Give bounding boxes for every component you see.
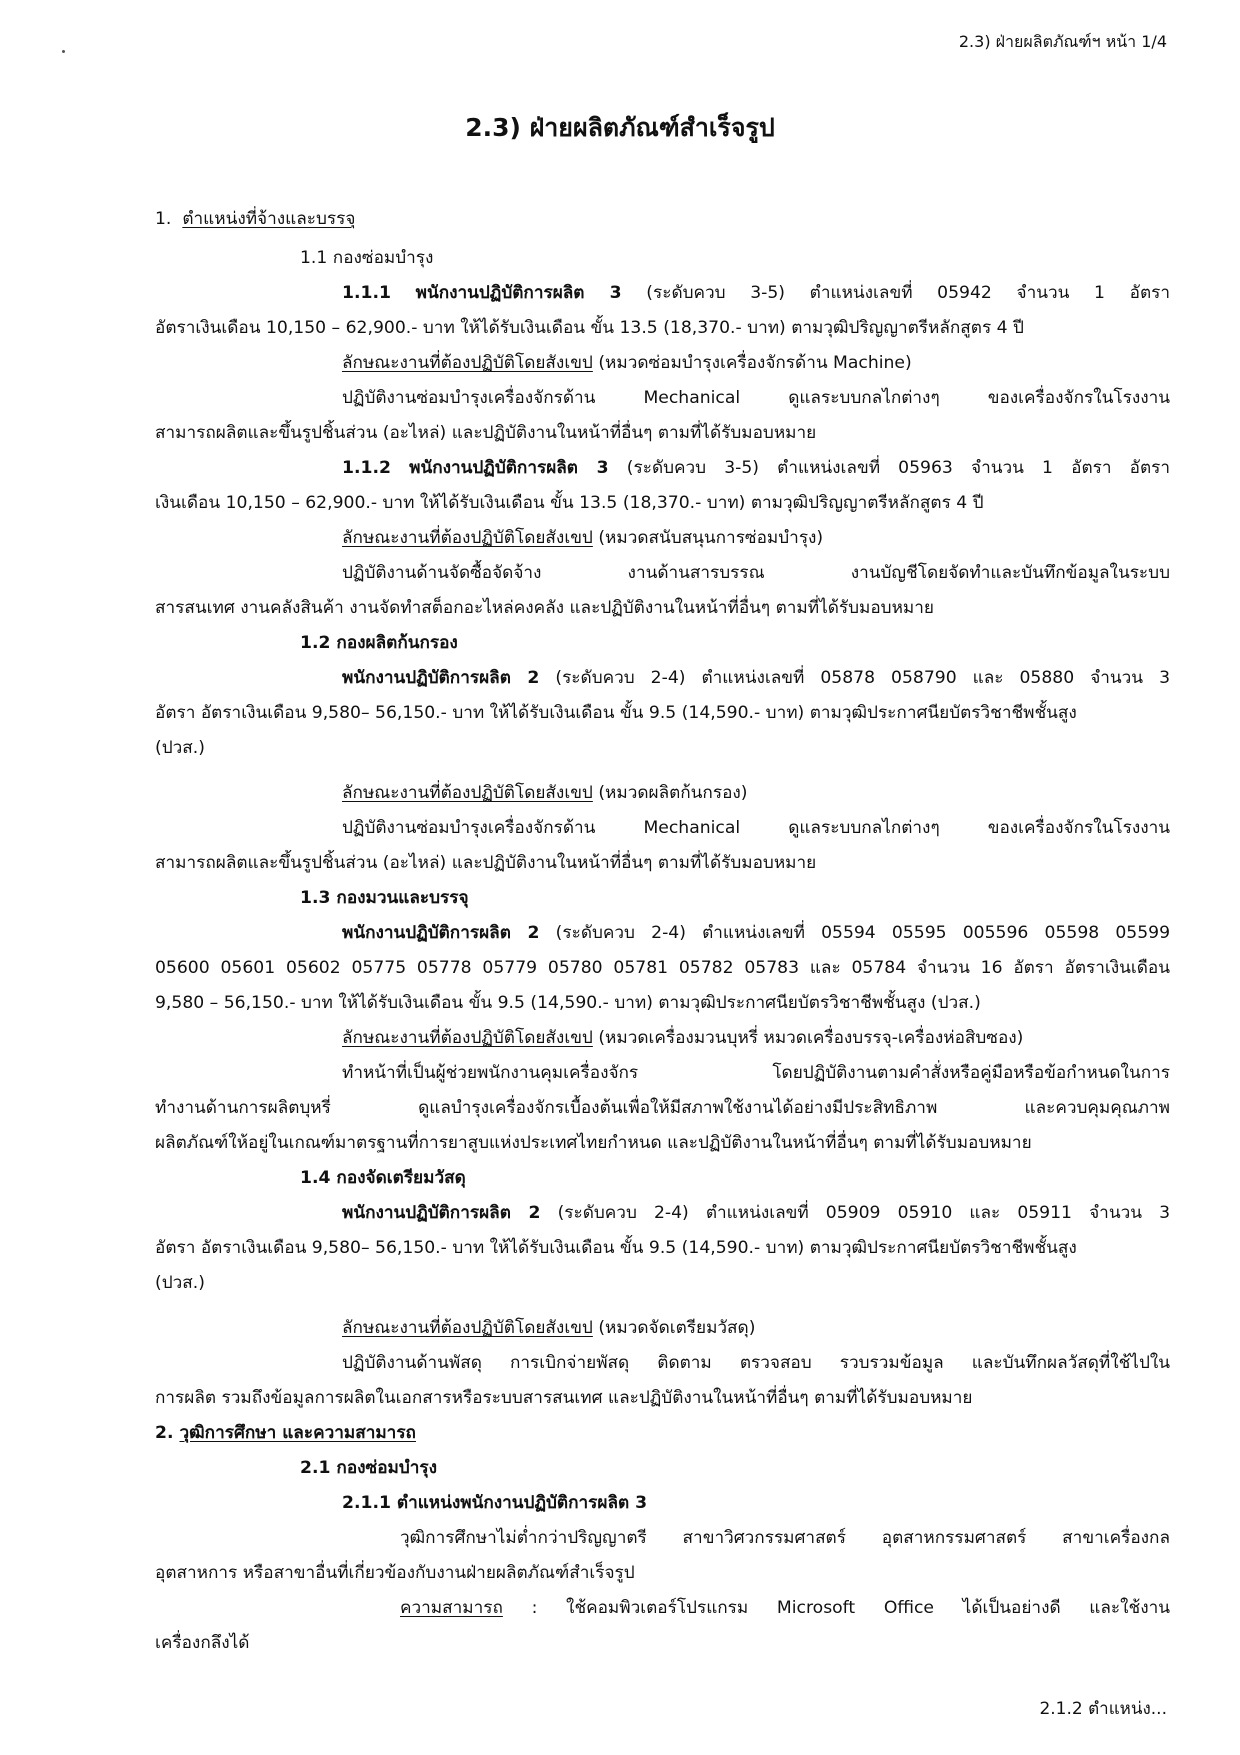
subsection-2-1-heading: 2.1 กองซ่อมบำรุง — [300, 1458, 438, 1478]
subsection-1-3-heading: 1.3 กองมวนและบรรจุ — [300, 888, 469, 908]
education-line1: วุฒิการศึกษาไม่ต่ำกว่าปริญญาตรี สาขาวิศวกรรมศาสตร์ อุตสาหกรรมศาสตร์ สาขาเครื่องกล — [400, 1528, 1170, 1548]
duty-label: ลักษณะงานที่ต้องปฏิบัติโดยสังเขป — [342, 1028, 593, 1048]
position-title: พนักงานปฏิบัติการผลิต 2 — [342, 923, 540, 943]
section-1-title: ตำแหน่งที่จ้างและบรรจุ — [182, 209, 356, 229]
subsection-2-1-1-heading: 2.1.1 ตำแหน่งพนักงานปฏิบัติการผลิต 3 — [342, 1493, 648, 1513]
position-title: พนักงานปฏิบัติการผลิต 2 — [342, 668, 540, 688]
section-2-heading: 2. วุฒิการศึกษา และความสามารถ — [155, 1423, 416, 1443]
desc-1-1-1-line2: สามารถผลิตและขึ้นรูปชิ้นส่วน (อะไหล่) และปฏิบัติงานในหน้าที่อื่นๆ ตามที่ได้รับมอบหมาย — [155, 423, 817, 443]
duty-1-1-1: ลักษณะงานที่ต้องปฏิบัติโดยสังเขป (หมวดซ่อมบำรุงเครื่องจักรด้าน Machine) — [342, 353, 912, 373]
position-1-1-1-line2: อัตราเงินเดือน 10,150 – 62,900.- บาท ให้ได้รับเงินเดือน ขั้น 13.5 (18,370.- บาท) ตามวุฒิปริญญาตรีหลักสูตร 4 ปี — [155, 318, 1024, 338]
document-body — [155, 202, 1170, 1661]
position-1-2-line3: (ปวส.) — [155, 738, 205, 758]
subsection-1-1-heading: 1.1 กองซ่อมบำรุง — [300, 248, 434, 268]
continued-marker: 2.1.2 ตำแหน่ง... — [1039, 1699, 1167, 1719]
position-1-1-2-line1: 1.1.2 พนักงานปฏิบัติการผลิต 3 (ระดับควบ 3-5) ตำแหน่งเลขที่ 05963 จำนวน 1 อัตรา อัตรา — [342, 458, 1171, 478]
duty-1-1-2: ลักษณะงานที่ต้องปฏิบัติโดยสังเขป (หมวดสนับสนุนการซ่อมบำรุง) — [342, 528, 824, 548]
duty-label: ลักษณะงานที่ต้องปฏิบัติโดยสังเขป — [342, 783, 593, 803]
desc-1-2-line2: สามารถผลิตและขึ้นรูปชิ้นส่วน (อะไหล่) และปฏิบัติงานในหน้าที่อื่นๆ ตามที่ได้รับมอบหมาย — [155, 853, 817, 873]
desc-1-3-line2: ทำงานด้านการผลิตบุหรี่ ดูแลบำรุงเครื่องจักรเบื้องต้นเพื่อให้มีสภาพใช้งานได้อย่างมีประสิทธิภาพ และควบคุมคุณภาพ — [155, 1098, 1170, 1118]
position-1-3-line1: พนักงานปฏิบัติการผลิต 2 (ระดับควบ 2-4) ตำแหน่งเลขที่ 05594 05595 005596 05598 05599 — [342, 923, 1171, 943]
scan-speck — [62, 50, 65, 53]
desc-1-3-line3: ผลิตภัณฑ์ให้อยู่ในเกณฑ์มาตรฐานที่การยาสูบแห่งประเทศไทยกำหนด และปฏิบัติงานในหน้าที่อื่นๆ ตามที่ได้รับมอบหมาย — [155, 1133, 1032, 1153]
duty-label: ลักษณะงานที่ต้องปฏิบัติโดยสังเขป — [342, 528, 593, 548]
duty-label: ลักษณะงานที่ต้องปฏิบัติโดยสังเขป — [342, 353, 593, 373]
position-1-3-line3: 9,580 – 56,150.- บาท ให้ได้รับเงินเดือน ขั้น 9.5 (14,590.- บาท) ตามวุฒิประกาศนียบัตรวิชาชีพชั้นสูง (ปวส.) — [155, 993, 981, 1013]
position-title: พนักงานปฏิบัติการผลิต 3 — [415, 283, 622, 303]
duty-1-2: ลักษณะงานที่ต้องปฏิบัติโดยสังเขป (หมวดผลิตก้นกรอง) — [342, 783, 748, 803]
position-1-2-line1: พนักงานปฏิบัติการผลิต 2 (ระดับควบ 2-4) ตำแหน่งเลขที่ 05878 058790 และ 05880 จำนวน 3 — [342, 668, 1171, 688]
desc-1-2-line1: ปฏิบัติงานซ่อมบำรุงเครื่องจักรด้าน Mechanical ดูแลระบบกลไกต่างๆ ของเครื่องจักรในโรงงาน — [342, 818, 1170, 838]
ability-label: ความสามารถ — [400, 1598, 503, 1618]
desc-1-3-line1: ทำหน้าที่เป็นผู้ช่วยพนักงานคุมเครื่องจักร โดยปฏิบัติงานตามคำสั่งหรือคู่มือหรือข้อกำหนดในการ — [342, 1063, 1170, 1083]
position-title: พนักงานปฏิบัติการผลิต 3 — [409, 458, 609, 478]
ability-line1: ความสามารถ : ใช้คอมพิวเตอร์โปรแกรม Microsoft Office ได้เป็นอย่างดี และใช้งาน — [400, 1598, 1170, 1618]
position-1-1-2-line2: เงินเดือน 10,150 – 62,900.- บาท ให้ได้รับเงินเดือน ขั้น 13.5 (18,370.- บาท) ตามวุฒิปริญญาตรีหลักสูตร 4 ปี — [155, 493, 984, 513]
education-line2: อุตสาหการ หรือสาขาอื่นที่เกี่ยวข้องกับงานฝ่ายผลิตภัณฑ์สำเร็จรูป — [155, 1563, 635, 1583]
position-1-3-line2: 05600 05601 05602 05775 05778 05779 05780 05781 05782 05783 และ 05784 จำนวน 16 อัตรา อัตราเงินเดือน — [155, 958, 1170, 978]
ability-line2: เครื่องกลึงได้ — [155, 1633, 250, 1653]
position-1-2-line2: อัตรา อัตราเงินเดือน 9,580– 56,150.- บาท ให้ได้รับเงินเดือน ขั้น 9.5 (14,590.- บาท) ตามวุฒิประกาศนียบัตรวิชาชีพชั้นสูง — [155, 703, 1077, 723]
desc-1-1-2-line1: ปฏิบัติงานด้านจัดซื้อจัดจ้าง งานด้านสารบรรณ งานบัญชีโดยจัดทำและบันทึกข้อมูลในระบบ — [342, 563, 1170, 583]
position-1-4-line2: อัตรา อัตราเงินเดือน 9,580– 56,150.- บาท ให้ได้รับเงินเดือน ขั้น 9.5 (14,590.- บาท) ตามวุฒิประกาศนียบัตรวิชาชีพชั้นสูง — [155, 1238, 1077, 1258]
duty-1-4: ลักษณะงานที่ต้องปฏิบัติโดยสังเขป (หมวดจัดเตรียมวัสดุ) — [342, 1318, 756, 1338]
page-title: 2.3) ฝ่ายผลิตภัณฑ์สำเร็จรูป — [465, 113, 775, 142]
position-1-4-line3: (ปวส.) — [155, 1273, 205, 1293]
section-2-title: วุฒิการศึกษา และความสามารถ — [179, 1423, 416, 1443]
desc-1-4-line1: ปฏิบัติงานด้านพัสดุ การเบิกจ่ายพัสดุ ติดตาม ตรวจสอบ รวบรวมข้อมูล และบันทึกผลวัสดุที่ใช้ไปใน — [342, 1353, 1170, 1373]
page-header-ref: 2.3) ฝ่ายผลิตภัณฑ์ฯ หน้า 1/4 — [958, 32, 1167, 51]
desc-1-4-line2: การผลิต รวมถึงข้อมูลการผลิตในเอกสารหรือระบบสารสนเทศ และปฏิบัติงานในหน้าที่อื่นๆ ตามที่ได้รับมอบหมาย — [155, 1388, 973, 1408]
position-title: พนักงานปฏิบัติการผลิต 2 — [342, 1203, 541, 1223]
duty-1-3: ลักษณะงานที่ต้องปฏิบัติโดยสังเขป (หมวดเครื่องมวนบุหรี่ หมวดเครื่องบรรจุ-เครื่องห่อสิบซอง) — [342, 1028, 1024, 1048]
subsection-1-2-heading: 1.2 กองผลิตก้นกรอง — [300, 633, 458, 653]
position-1-4-line1: พนักงานปฏิบัติการผลิต 2 (ระดับควบ 2-4) ตำแหน่งเลขที่ 05909 05910 และ 05911 จำนวน 3 — [342, 1203, 1171, 1223]
section-1-heading: 1. ตำแหน่งที่จ้างและบรรจุ — [155, 209, 356, 229]
duty-label: ลักษณะงานที่ต้องปฏิบัติโดยสังเขป — [342, 1318, 593, 1338]
desc-1-1-2-line2: สารสนเทศ งานคลังสินค้า งานจัดทำสต็อกอะไหล่คงคลัง และปฏิบัติงานในหน้าที่อื่นๆ ตามที่ได้รับมอบหมาย — [155, 598, 934, 618]
desc-1-1-1-line1: ปฏิบัติงานซ่อมบำรุงเครื่องจักรด้าน Mechanical ดูแลระบบกลไกต่างๆ ของเครื่องจักรในโรงงาน — [342, 388, 1170, 408]
position-1-1-1-line1: 1.1.1 พนักงานปฏิบัติการผลิต 3 (ระดับควบ 3-5) ตำแหน่งเลขที่ 05942 จำนวน 1 อัตรา — [342, 283, 1171, 303]
subsection-1-4-heading: 1.4 กองจัดเตรียมวัสดุ — [300, 1168, 466, 1188]
